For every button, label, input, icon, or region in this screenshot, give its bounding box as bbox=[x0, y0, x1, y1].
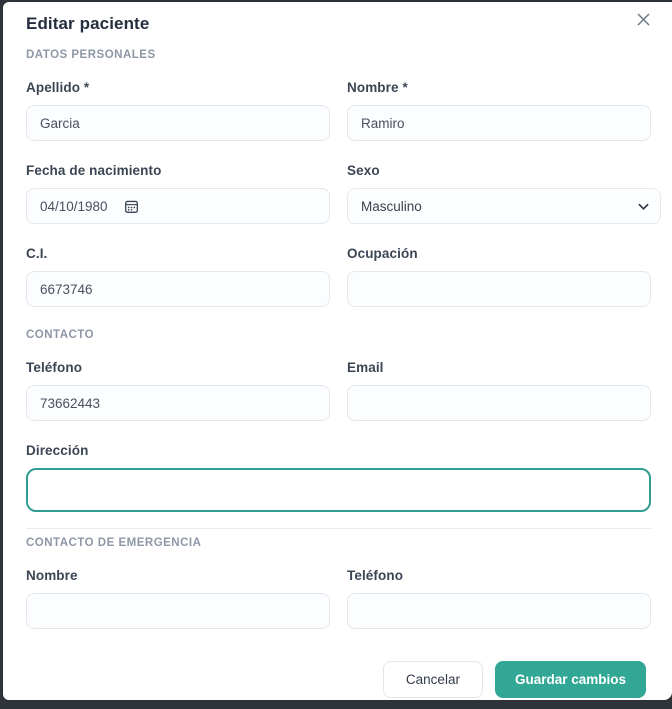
telefono-input[interactable] bbox=[26, 385, 330, 421]
close-icon bbox=[637, 13, 650, 26]
fecha-nacimiento-label: Fecha de nacimiento bbox=[26, 163, 162, 178]
field-direccion bbox=[26, 443, 651, 512]
modal-title: Editar paciente bbox=[26, 14, 150, 33]
field-apellido bbox=[26, 80, 330, 141]
emergencia-nombre-label: Nombre bbox=[26, 568, 78, 583]
field-emergencia-nombre bbox=[26, 568, 330, 629]
apellido-label: Apellido * bbox=[26, 80, 90, 95]
sexo-select[interactable] bbox=[347, 188, 661, 224]
modal-footer bbox=[3, 651, 672, 698]
email-label: Email bbox=[347, 360, 384, 375]
field-ci bbox=[26, 246, 330, 307]
nombre-label: Nombre * bbox=[347, 80, 408, 95]
row-fecha-sexo bbox=[26, 163, 651, 224]
field-ocupacion bbox=[347, 246, 651, 307]
field-nombre bbox=[347, 80, 651, 141]
close-button[interactable] bbox=[632, 8, 654, 30]
section-header-contacto-emergencia: CONTACTO DE EMERGENCIA bbox=[26, 537, 202, 549]
save-button[interactable]: Guardar cambios bbox=[495, 661, 646, 698]
sexo-label: Sexo bbox=[347, 163, 380, 178]
direccion-input[interactable] bbox=[26, 468, 651, 512]
telefono-label: Teléfono bbox=[26, 360, 83, 375]
calendar-icon[interactable] bbox=[124, 199, 139, 214]
edit-patient-modal bbox=[3, 2, 672, 700]
field-telefono bbox=[26, 360, 330, 421]
row-apellido-nombre bbox=[26, 80, 651, 141]
email-input[interactable] bbox=[347, 385, 651, 421]
cancel-button[interactable]: Cancelar bbox=[383, 661, 483, 698]
section-divider bbox=[26, 528, 651, 529]
fecha-nacimiento-input[interactable] bbox=[26, 188, 330, 224]
section-header-datos-personales: DATOS PERSONALES bbox=[26, 49, 156, 61]
apellido-input[interactable] bbox=[26, 105, 330, 141]
row-telefono-email bbox=[26, 360, 651, 421]
field-sexo bbox=[347, 163, 651, 224]
section-header-contacto: CONTACTO bbox=[26, 329, 95, 341]
row-emergencia bbox=[26, 568, 651, 629]
field-email bbox=[347, 360, 651, 421]
nombre-input[interactable] bbox=[347, 105, 651, 141]
ci-label: C.I. bbox=[26, 246, 48, 261]
chevron-down-icon bbox=[638, 199, 649, 214]
sexo-selected-value: Masculino bbox=[361, 198, 422, 214]
field-emergencia-telefono bbox=[347, 568, 651, 629]
emergencia-telefono-label: Teléfono bbox=[347, 568, 404, 583]
emergencia-nombre-input[interactable] bbox=[26, 593, 330, 629]
fecha-nacimiento-value: 04/10/1980 bbox=[40, 198, 108, 214]
ci-input[interactable] bbox=[26, 271, 330, 307]
field-fecha-nacimiento bbox=[26, 163, 330, 224]
modal-header bbox=[26, 14, 651, 34]
ocupacion-input[interactable] bbox=[347, 271, 651, 307]
row-ci-ocupacion bbox=[26, 246, 651, 307]
direccion-label: Dirección bbox=[26, 443, 89, 458]
emergencia-telefono-input[interactable] bbox=[347, 593, 651, 629]
ocupacion-label: Ocupación bbox=[347, 246, 418, 261]
